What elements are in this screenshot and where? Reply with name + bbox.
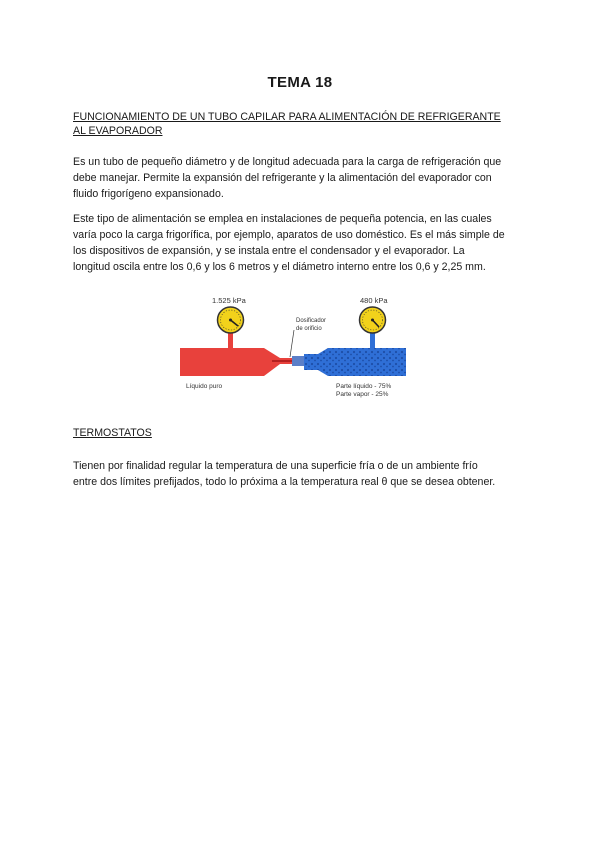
capillary-diagram-svg — [172, 290, 414, 402]
paragraph-line: debe manejar. Permite la expansión del refrigerante y la alimentación del evaporador con — [73, 172, 492, 184]
paragraph-line: varía poco la carga frigorífica, por ejemplo, aparatos de uso doméstico. Es el más simple de — [73, 229, 505, 241]
page-title: TEMA 18 — [267, 74, 333, 91]
paragraph-line: longitud oscila entre los 0,6 y los 6 metros y el diámetro interno entre los 0,6 y 2,25 mm. — [73, 261, 486, 273]
left-pressure-gauge — [218, 307, 244, 333]
left-gauge-label: 1.525 kPa — [212, 296, 246, 305]
paragraph-capillary-description — [73, 154, 533, 202]
evaporator-tube — [304, 348, 406, 376]
paragraph-line: los dispositivos de expansión, y se instala entre el condensador y el evaporador. La — [73, 245, 465, 257]
mix-label-line: Parte líquido - 75% — [336, 383, 392, 390]
orifice-label-line: Dosificador — [296, 318, 327, 324]
section-heading-thermostats: TERMOSTATOS — [73, 427, 152, 439]
paragraph-capillary-usage — [73, 211, 533, 275]
section-heading-capillary-tube — [73, 110, 523, 138]
capillary-bore — [272, 360, 292, 362]
right-pressure-gauge — [360, 307, 386, 333]
paragraph-thermostats — [73, 458, 533, 490]
orifice-section — [292, 356, 304, 366]
orifice-label-line: de orificio — [296, 326, 322, 332]
left-gauge-stem — [228, 332, 233, 350]
liquid-label: Líquido puro — [186, 383, 223, 390]
paragraph-line: fluido frigorígeno expansionado. — [73, 188, 224, 200]
paragraph-line: Este tipo de alimentación se emplea en instalaciones de pequeña potencia, en las cuales — [73, 213, 492, 225]
paragraph-line: entre dos límites prefijados, todo lo próxima a la temperatura real θ que se desea obtener. — [73, 476, 496, 488]
paragraph-line: Tienen por finalidad regular la temperatura de una superficie fría o de un ambiente frío — [73, 460, 478, 472]
capillary-tube-diagram — [172, 290, 414, 402]
heading-line: AL EVAPORADOR — [73, 125, 163, 137]
right-gauge-stem — [370, 332, 375, 350]
paragraph-line: Es un tubo de pequeño diámetro y de longitud adecuada para la carga de refrigeración que — [73, 156, 502, 168]
orifice-pointer — [290, 330, 294, 357]
mix-label-line: Parte vapor - 25% — [336, 391, 389, 398]
heading-line: FUNCIONAMIENTO DE UN TUBO CAPILAR PARA ALIMENTACIÓN DE REFRIGERANTE — [73, 111, 501, 123]
right-gauge-label: 480 kPa — [360, 296, 388, 305]
